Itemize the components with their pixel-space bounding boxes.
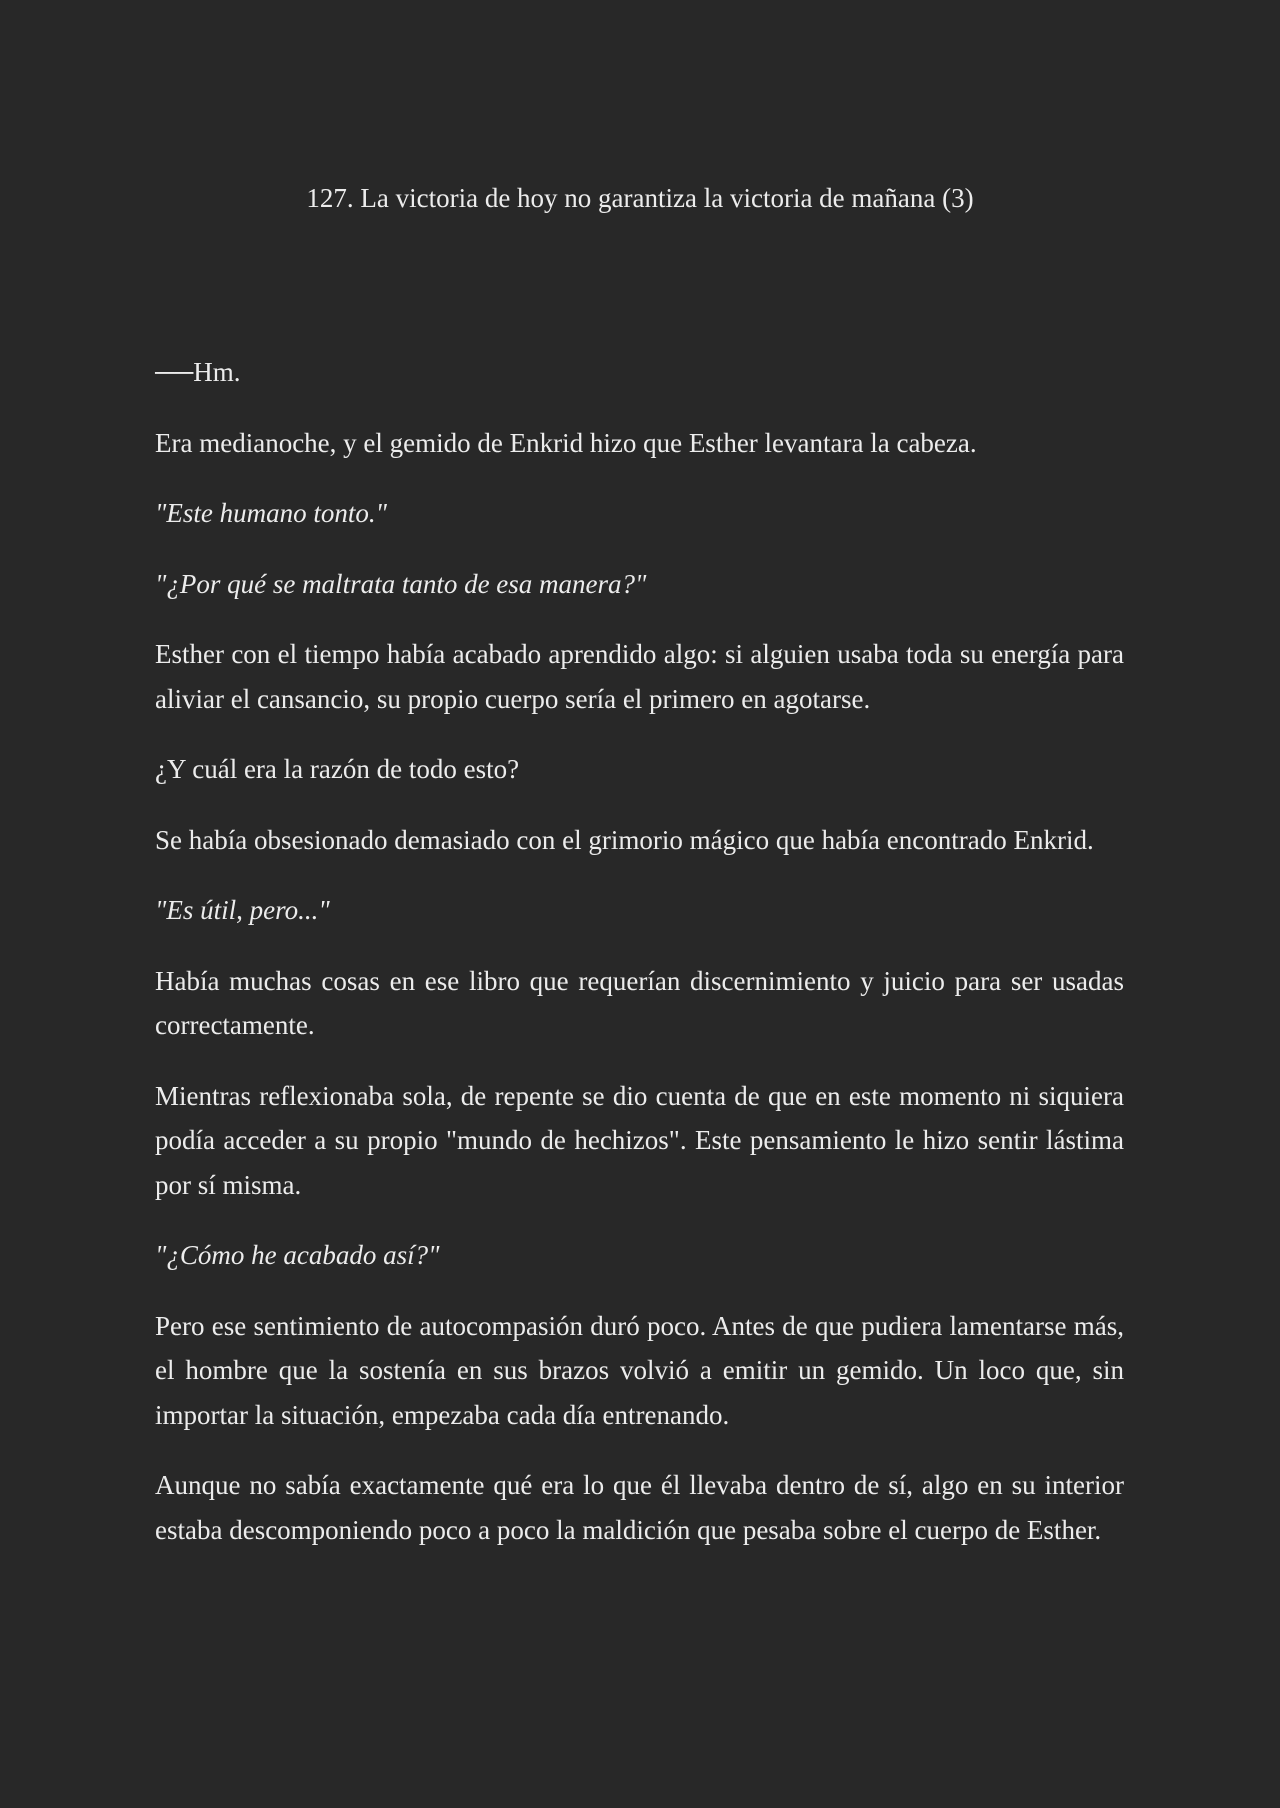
chapter-title: 127. La victoria de hoy no garantiza la victoria de mañana (3) (306, 183, 974, 213)
paragraph: ──Hm. (155, 357, 241, 387)
dialogue-paragraph: "¿Por qué se maltrata tanto de esa manera?" (155, 568, 647, 599)
paragraph: Mientras reflexionaba sola, de repente se dio cuenta de que en este momento ni siquiera podía acceder a su propio "mundo de hechizos". Este pensamiento le hizo sentir lástima por sí misma. (155, 1080, 1124, 1200)
paragraph: Aunque no sabía exactamente qué era lo que él llevaba dentro de sí, algo en su interior estaba descomponiendo poco a poco la maldición que pesaba sobre el cuerpo de Esther. (155, 1470, 1124, 1545)
paragraph: ¿Y cuál era la razón de todo esto? (155, 754, 520, 784)
paragraph: Había muchas cosas en ese libro que requerían discernimiento y juicio para ser usadas correctamente. (155, 965, 1124, 1040)
chapter-body (155, 350, 1124, 1578)
dialogue-paragraph: "Este humano tonto." (155, 498, 387, 528)
dialogue-paragraph: "¿Cómo he acabado así?" (155, 1240, 440, 1270)
dialogue-paragraph: "Es útil, pero..." (155, 895, 330, 925)
paragraph: Se había obsesionado demasiado con el grimorio mágico que había encontrado Enkrid. (155, 824, 1094, 855)
paragraph: Era medianoche, y el gemido de Enkrid hizo que Esther levantara la cabeza. (155, 427, 977, 458)
paragraph: Esther con el tiempo había acabado aprendido algo: si alguien usaba toda su energía para aliviar el cansancio, su propio cuerpo sería el primero en agotarse. (155, 639, 1124, 714)
paragraph: Pero ese sentimiento de autocompasión duró poco. Antes de que pudiera lamentarse más, el hombre que la sostenía en sus brazos volvió a emitir un gemido. Un loco que, sin importar la situación, empezaba cada día entrenando. (155, 1310, 1124, 1430)
